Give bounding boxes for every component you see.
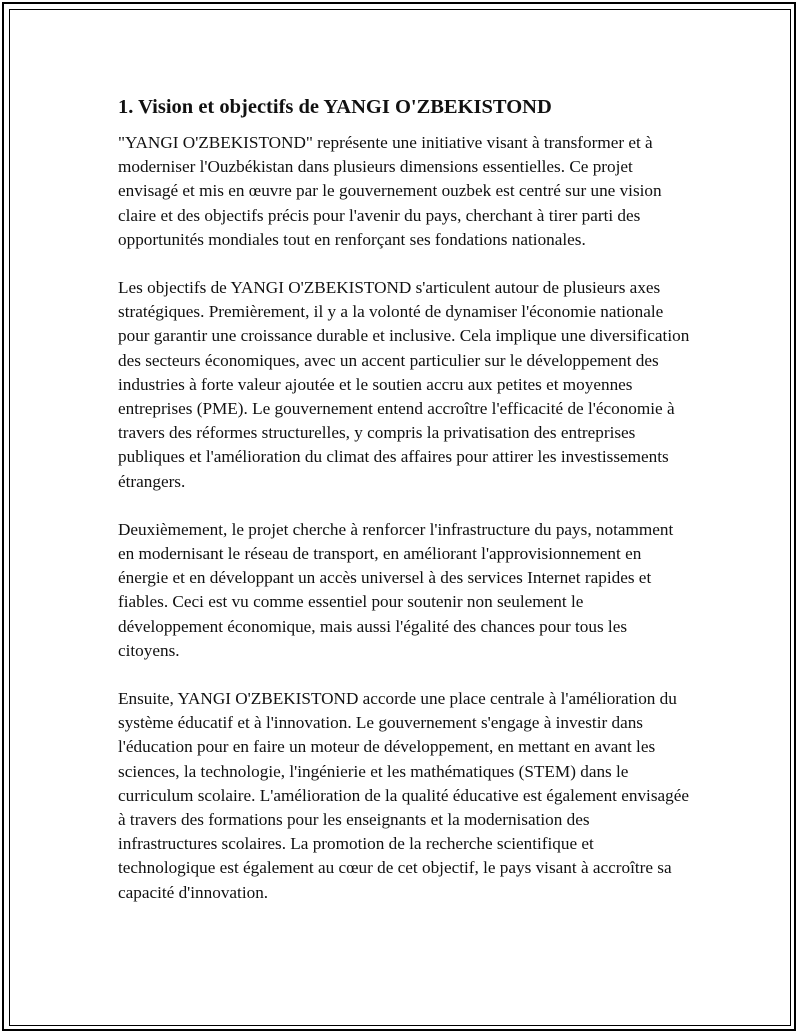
- section-heading: 1. Vision et objectifs de YANGI O'ZBEKISTOND: [118, 96, 552, 118]
- paragraph-infrastructure: Deuxièmement, le projet cherche à renforcer l'infrastructure du pays, notamment en modernisant le réseau de transport, en améliorant l'approvisionnement en énergie et en développant un accès universel à des services Internet rapides et fiables. Ceci est vu comme essentiel pour soutenir non seulement le développement économique, mais aussi l'égalité des chances pour tous les citoyens.: [118, 519, 674, 660]
- document-body: [118, 93, 690, 929]
- paragraph-economic-objectives: Les objectifs de YANGI O'ZBEKISTOND s'articulent autour de plusieurs axes stratégiques. Premièrement, il y a la volonté de dynamiser l'économie nationale pour garantir une croissance durable et inclusive. Cela implique une diversification des secteurs économiques, avec un accent particulier sur le développement des industries à forte valeur ajoutée et le soutien accru aux petites et moyennes entreprises (PME). Le gouvernement entend accroître l'efficacité de l'économie à travers des réformes structurelles, y compris la privatisation des entreprises publiques et l'amélioration du climat des affaires pour attirer les investissements étrangers.: [118, 278, 690, 491]
- paragraph-intro: "YANGI O'ZBEKISTOND" représente une initiative visant à transformer et à moderniser l'Ouzbékistan dans plusieurs dimensions essentielles. Ce projet envisagé et mis en œuvre par le gouvernement ouzbek est centré sur une vision claire et des objectifs précis pour l'avenir du pays, cherchant à tirer parti des opportunités mondiales tout en renforçant ses fondations nationales.: [118, 133, 662, 249]
- paragraph-education-innovation: Ensuite, YANGI O'ZBEKISTOND accorde une place centrale à l'amélioration du système éducatif et à l'innovation. Le gouvernement s'engage à investir dans l'éducation pour en faire un moteur de développement, en mettant en avant les sciences, la technologie, l'ingénierie et les mathématiques (STEM) dans le curriculum scolaire. L'amélioration de la qualité éducative est également envisagée à travers des formations pour les enseignants et la modernisation des infrastructures scolaires. La promotion de la recherche scientifique et technologique est également au cœur de cet objectif, le pays visant à accroître sa capacité d'innovation.: [118, 689, 689, 902]
